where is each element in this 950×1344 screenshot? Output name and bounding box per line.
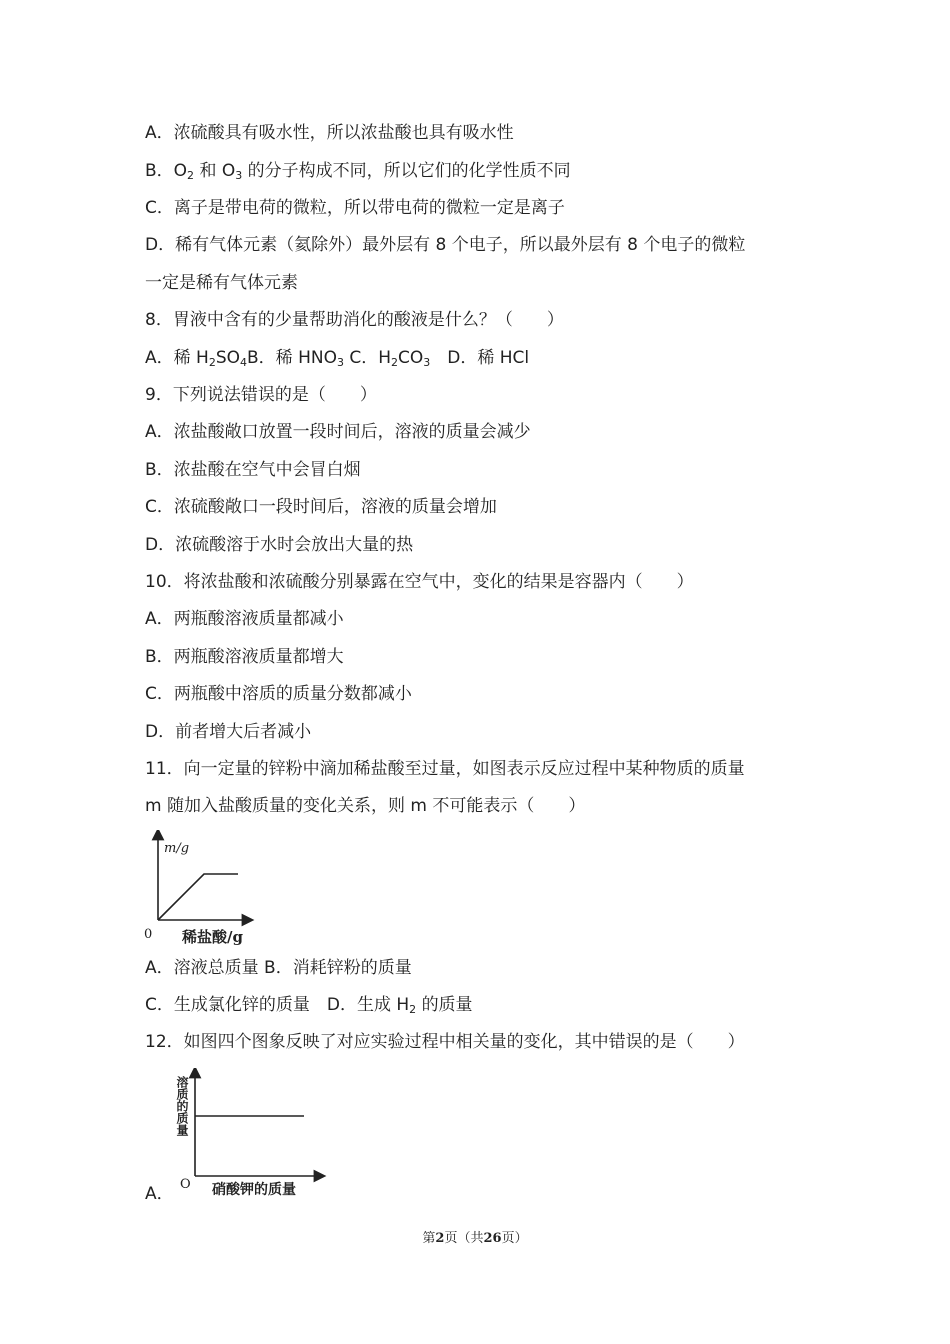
q10-option-d: D．前者增大后者减小 xyxy=(145,722,312,742)
q7-option-c: C．离子是带电荷的微粒，所以带电荷的微粒一定是离子 xyxy=(145,198,565,218)
q11-curve xyxy=(158,874,238,920)
q7-option-b: B．$O_2$ 和 $O_3$ 的分子构成不同，所以它们的化学性质不同 xyxy=(145,161,571,182)
q9-option-d: D．浓硫酸溶于水时会放出大量的热 xyxy=(145,535,414,555)
q11-origin: 0 xyxy=(144,927,153,942)
q12-graph-a-letter: A． xyxy=(145,1184,174,1204)
total-pages: 26 xyxy=(483,1231,502,1246)
q7-option-a: A．浓硫酸具有吸水性，所以浓盐酸也具有吸水性 xyxy=(145,123,514,143)
q10-option-a: A．两瓶酸溶液质量都减小 xyxy=(145,609,344,629)
q10-stem: 10．将浓盐酸和浓硫酸分别暴露在空气中，变化的结果是容器内（ ） xyxy=(145,572,694,592)
q12-graph-a xyxy=(172,1068,332,1204)
q11-x-label: 稀盐酸/g xyxy=(182,928,243,946)
q8-options: A．稀 $H_2SO_4B$．稀 $HNO_3$ C．$H_2CO_3$ D．稀 HCl xyxy=(145,348,530,369)
q12-stem: 12．如图四个图象反映了对应实验过程中相关量的变化，其中错误的是（ ） xyxy=(145,1032,745,1052)
q11-stem-line1: 11．向一定量的锌粉中滴加稀盐酸至过量，如图表示反应过程中某种物质的质量 xyxy=(145,759,745,779)
q12-a-origin: O xyxy=(180,1177,191,1192)
q10-option-b: B．两瓶酸溶液质量都增大 xyxy=(145,647,344,667)
q9-option-c: C．浓硫酸敞口一段时间后，溶液的质量会增加 xyxy=(145,497,497,517)
q11-stem-line2: m 随加入盐酸质量的变化关系，则 m 不可能表示（ ） xyxy=(145,796,586,816)
q9-option-b: B．浓盐酸在空气中会冒白烟 xyxy=(145,460,361,480)
q11-options-cd: C．生成氯化锌的质量 D．生成 $H_2$ 的质量 xyxy=(145,995,473,1016)
q10-option-c: C．两瓶酸中溶质的质量分数都减小 xyxy=(145,684,412,704)
q11-y-label: m/g xyxy=(164,841,190,856)
q7-option-d-line2: 一定是稀有气体元素 xyxy=(145,273,298,293)
q9-option-a: A．浓盐酸敞口放置一段时间后，溶液的质量会减少 xyxy=(145,422,531,442)
q11-graph xyxy=(140,830,260,952)
q8-stem: 8．胃液中含有的少量帮助消化的酸液是什么？（ ） xyxy=(145,310,564,330)
q12-a-x-label: 硝酸钾的质量 xyxy=(212,1182,296,1198)
page-footer: 第2页（共26页） xyxy=(422,1231,528,1246)
current-page: 2 xyxy=(435,1231,445,1246)
q9-stem: 9．下列说法错误的是（ ） xyxy=(145,385,377,405)
q7-option-d-line1: D．稀有气体元素（氦除外）最外层有 8 个电子，所以最外层有 8 个电子的微粒 xyxy=(145,235,746,255)
q12-a-y-label: 溶质的质量 xyxy=(175,1076,189,1136)
q11-options-ab: A．溶液总质量 B．消耗锌粉的质量 xyxy=(145,958,412,978)
